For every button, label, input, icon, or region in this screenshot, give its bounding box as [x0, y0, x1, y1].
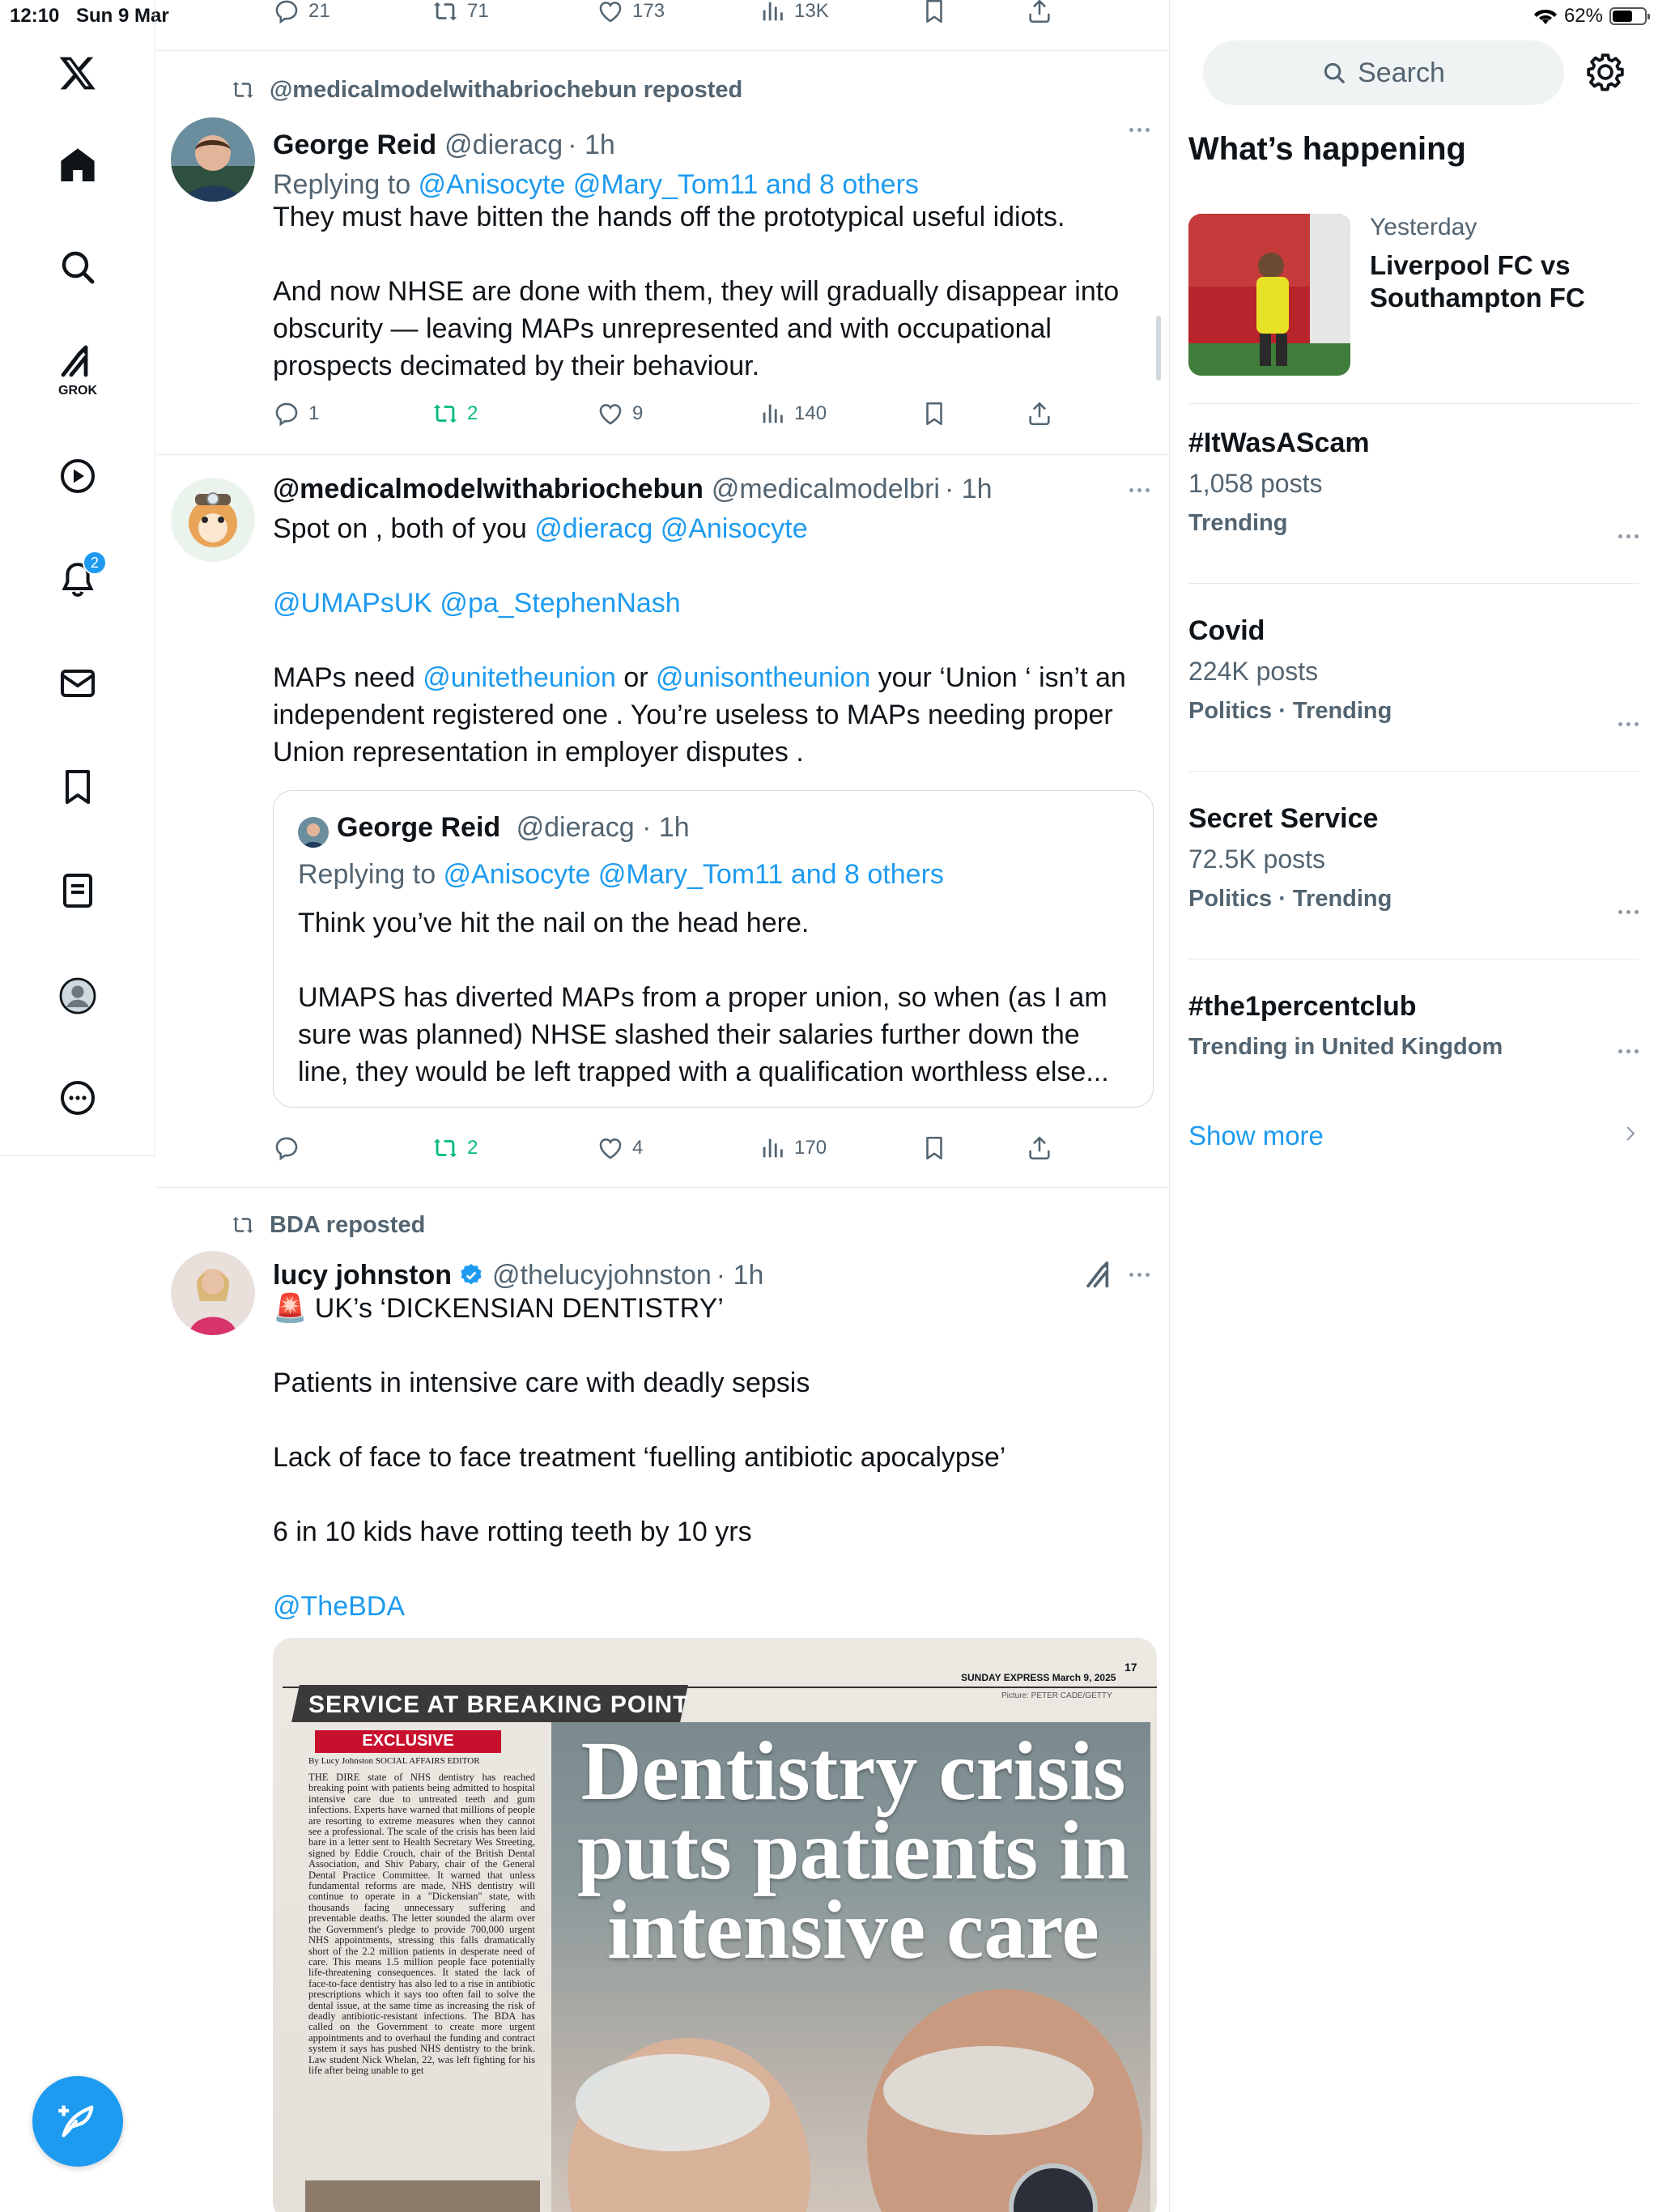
repost-button[interactable]: [432, 398, 478, 430]
reply-count: 21: [308, 0, 330, 22]
like-icon: [597, 1134, 624, 1162]
bookmark-button[interactable]: [920, 398, 948, 430]
like-count: 4: [632, 1137, 644, 1159]
notification-badge: 2: [83, 551, 107, 575]
divider: [1188, 583, 1639, 584]
battery-percent: 62%: [1563, 5, 1603, 27]
views-count: 13K: [794, 0, 829, 22]
quote-handle: @dieracg: [516, 812, 635, 843]
views-icon: [759, 400, 786, 428]
quote-timestamp: · 1h: [642, 812, 690, 843]
repost-indicator: [231, 75, 742, 104]
quote-text: UMAPS has diverted MAPs from a proper union, so when (as I am sure was planned) NHSE slashed their salaries further down the line, they would be left trapped with a qualification worthless else...: [298, 982, 1109, 1087]
like-icon: [597, 0, 624, 25]
trend-category: Trending in United Kingdom: [1188, 1034, 1503, 1060]
search-icon: [1322, 61, 1346, 85]
trend-item[interactable]: [1188, 991, 1639, 1061]
mention-link[interactable]: @TheBDA: [273, 1591, 406, 1622]
tweet-header: [273, 127, 615, 163]
replying-to: Replying to @Anisocyte @Mary_Tom11 and 8 others: [273, 169, 919, 200]
trend-category: Trending: [1188, 510, 1288, 536]
quote-text: Think you’ve hit the nail on the head here.: [298, 908, 810, 938]
reposted-by: @medicalmodelwithabriochebun reposted: [270, 76, 743, 103]
tweet-header: [273, 471, 993, 507]
quote-avatar: [298, 817, 329, 848]
like-count: 9: [632, 402, 644, 424]
byline: By Lucy Johnston SOCIAL AFFAIRS EDITOR: [308, 1756, 480, 1766]
avatar[interactable]: [171, 478, 255, 562]
action-row: [273, 1132, 1163, 1164]
tweet-text: They must have bitten the hands off the prototypical useful idiots.: [273, 202, 1065, 232]
more-options-button[interactable]: [1123, 1262, 1155, 1287]
reposted-by: BDA reposted: [270, 1211, 426, 1238]
bookmark-icon: [920, 1134, 948, 1162]
x-logo-icon[interactable]: [37, 32, 118, 113]
reply-count: 1: [308, 402, 320, 424]
divider: [1188, 403, 1639, 404]
photo-credit: Picture: PETER CADE/GETTY: [1001, 1691, 1112, 1700]
status-date: Sun 9 Mar: [76, 5, 169, 27]
views-icon: [759, 1134, 786, 1162]
quote-replying-to: Replying to @Anisocyte @Mary_Tom11 and 8 others: [298, 859, 944, 890]
avatar[interactable]: [171, 117, 255, 202]
trend-more-button[interactable]: [1618, 910, 1639, 914]
handle[interactable]: @medicalmodelbri: [711, 473, 940, 504]
reply-icon: [273, 1134, 300, 1162]
tweet-text: Patients in intensive care with deadly sepsis: [273, 1368, 810, 1398]
trend-thumbnail[interactable]: [1188, 214, 1350, 376]
tweet-text: MAPs need @unitetheunion or @unisontheunion your ‘Union ‘ isn’t an independent registered one . You’re useless to MAPs needing proper Union representation in employer disputes .: [273, 662, 1134, 768]
reply-button[interactable]: [273, 0, 330, 28]
chevron-right-icon: [1621, 1124, 1640, 1143]
trend-category: Politics · Trending: [1188, 886, 1392, 912]
share-button[interactable]: [1026, 398, 1053, 430]
newspaper-kicker: SERVICE AT BREAKING POINT: [308, 1691, 689, 1718]
trend-tag: #ItWasAScam: [1188, 428, 1370, 458]
share-button[interactable]: [1026, 1132, 1053, 1164]
reply-icon: [273, 400, 300, 428]
display-name[interactable]: George Reid: [273, 129, 437, 160]
share-icon: [1026, 0, 1053, 25]
more-icon[interactable]: [37, 1057, 118, 1138]
search-placeholder: Search: [1358, 57, 1445, 88]
repost-count: 2: [467, 1137, 478, 1159]
trend-meta: Yesterday: [1370, 214, 1477, 240]
quote-tweet-card[interactable]: [273, 790, 1154, 1108]
bookmark-icon: [920, 400, 948, 428]
views-button[interactable]: [759, 398, 827, 430]
trend-more-button[interactable]: [1618, 722, 1639, 726]
display-name[interactable]: @medicalmodelwithabriochebun: [273, 473, 704, 504]
repost-icon: [231, 78, 255, 102]
display-name[interactable]: lucy johnston: [273, 1259, 452, 1291]
grok-label: GROK: [58, 384, 97, 398]
search-input[interactable]: [1203, 40, 1564, 105]
like-button[interactable]: [597, 1132, 643, 1164]
tweet-text: Lack of face to face treatment ‘fuelling antibiotic apocalypse’: [273, 1442, 1006, 1473]
bell-icon[interactable]: [37, 539, 118, 620]
newspaper-page-number: 17: [1124, 1661, 1137, 1674]
bookmark-icon: [920, 0, 948, 25]
compose-icon: [57, 2100, 99, 2142]
views-icon: [759, 0, 786, 25]
trend-count: 1,058 posts: [1188, 469, 1323, 498]
views-count: 140: [794, 402, 827, 424]
gear-icon[interactable]: [1585, 52, 1626, 92]
search-icon[interactable]: [37, 227, 118, 308]
handle[interactable]: @thelucyjohnston: [492, 1259, 712, 1291]
repost-button[interactable]: [432, 0, 489, 28]
divider: [1188, 771, 1639, 772]
mention-link[interactable]: @UMAPsUK @pa_StephenNash: [273, 588, 681, 619]
tweet[interactable]: [156, 1188, 1170, 2212]
tweet-media-image[interactable]: [273, 1638, 1157, 2212]
timestamp[interactable]: · 1h: [568, 129, 615, 160]
like-button[interactable]: [597, 398, 643, 430]
trend-item[interactable]: [1188, 803, 1639, 912]
article-column: THE DIRE state of NHS dentistry has reached breaking point with patients being admitted to hospital intensive care due to untreated teeth and gum infections. Experts have warned that millions of people are resorting to extreme measures when they cannot see a professional. The scale of the crisis has been laid bare in a letter sent to Health Secretary Wes Streeting, signed by Eddie Crouch, chair of the British Dental Association, and Shiv Pabary, chair of the General Dental Practice Committee. It warned that unless fundamental reforms are made, NHS dentistry will continue to operate in a "Dickensian" state, with thousands facing unnecessary suffering and preventable deaths. The letter sounded the alarm over the Government's pledge to provide 700,000 urgent NHS appointments, stressing this falls dramatically short of the 2.2 million patients in desperate need of care. This means 1.5 million people face potentially life-threatening consequences. It stated the lack of face-to-face dentistry has also led to a rise in antibiotic prescriptions which it says too often fail to solve the dental issue, at the same time as increasing the risk of deadly antibiotic-resistant infections. The BDA has called on the Government to create more urgent appointments and to overhaul the funding and contract system it says has pushed NHS dentistry to the brink. Law student Nick Whelan, 22, was left fighting for his life after being unable to get: [308, 1772, 535, 2076]
bookmark-button[interactable]: [920, 1132, 948, 1164]
tweet-text: Spot on , both of you @dieracg @Anisocyte: [273, 513, 808, 544]
avatar[interactable]: [171, 1251, 255, 1335]
trend-tag: Covid: [1188, 615, 1265, 646]
share-icon: [1026, 400, 1053, 428]
grok-icon[interactable]: [1084, 1259, 1116, 1291]
repost-button[interactable]: [432, 1132, 478, 1164]
more-options-button[interactable]: [1123, 117, 1155, 142]
show-more-link[interactable]: Show more: [1188, 1121, 1324, 1151]
action-row-top: [273, 0, 1163, 28]
trend-category: Politics · Trending: [1188, 698, 1392, 724]
right-sidebar: [1171, 0, 1658, 2212]
verified-badge-icon: [458, 1262, 484, 1288]
tweet-header: [273, 1257, 763, 1293]
bookmark-button[interactable]: [920, 0, 948, 28]
trend-tag: #the1percentclub: [1188, 991, 1417, 1022]
tweet[interactable]: [156, 51, 1170, 454]
article-photo: [305, 2180, 540, 2212]
tweet-text: And now NHSE are done with them, they will gradually disappear into obscurity — leaving MAPs unrepresented and with occupational prospects decimated by their behaviour.: [273, 276, 1127, 381]
handle[interactable]: @dieracg: [444, 129, 563, 160]
siren-emoji: 🚨: [273, 1293, 308, 1324]
tweet[interactable]: [156, 455, 1170, 1187]
whats-happening-title: What’s happening: [1188, 131, 1466, 167]
home-icon[interactable]: [37, 125, 118, 206]
tweet-text: [273, 585, 1147, 622]
trend-headline[interactable]: Liverpool FC vs Southampton FC: [1370, 250, 1585, 313]
trend-more-button[interactable]: [1618, 1049, 1639, 1053]
mention-link[interactable]: @dieracg @Anisocyte: [534, 513, 808, 544]
repost-icon: [432, 400, 459, 428]
grok-icon[interactable]: [37, 329, 118, 410]
mail-icon[interactable]: [37, 643, 118, 724]
more-options-button[interactable]: [1123, 478, 1155, 502]
repost-indicator: [231, 1210, 425, 1240]
left-nav: [0, 0, 155, 1156]
tweet-text: 🚨 UK’s ‘DICKENSIAN DENTISTRY’: [273, 1293, 724, 1324]
mention-link[interactable]: @unisontheunion: [656, 662, 871, 693]
timeline[interactable]: [156, 0, 1170, 2212]
mention-link[interactable]: @unitetheunion: [423, 662, 616, 693]
repost-icon: [432, 1134, 459, 1162]
trend-more-button[interactable]: [1618, 534, 1639, 538]
repost-icon: [432, 0, 459, 25]
status-time: 12:10: [10, 5, 60, 27]
newspaper-masthead: SUNDAY EXPRESS March 9, 2025: [961, 1672, 1116, 1683]
share-button[interactable]: [1026, 0, 1053, 28]
quote-header: [337, 812, 690, 844]
action-row: [273, 398, 1163, 430]
trend-item[interactable]: [1188, 615, 1639, 725]
reply-icon: [273, 0, 300, 25]
tweet-text: 6 in 10 kids have rotting teeth by 10 yrs: [273, 1516, 752, 1547]
repost-icon: [231, 1213, 255, 1237]
trend-count: 224K posts: [1188, 657, 1319, 686]
timestamp[interactable]: · 1h: [944, 473, 993, 504]
repost-count: 2: [467, 402, 478, 424]
video-icon[interactable]: [37, 436, 118, 517]
share-icon: [1026, 1134, 1053, 1162]
replying-to-link[interactable]: @Anisocyte @Mary_Tom11 and 8 others: [418, 169, 919, 200]
trend-item[interactable]: [1188, 428, 1639, 537]
timestamp[interactable]: · 1h: [716, 1259, 764, 1291]
bookmark-icon[interactable]: [37, 747, 118, 827]
views-button[interactable]: [759, 0, 829, 28]
exclusive-label: EXCLUSIVE: [362, 1732, 454, 1750]
reply-button[interactable]: [273, 1132, 308, 1164]
lists-icon[interactable]: [37, 850, 118, 931]
tweet-text: [273, 1588, 1147, 1625]
compose-button[interactable]: [32, 2076, 123, 2167]
newspaper-headline: Dentistry crisis puts patients in intensive care: [577, 1725, 1129, 1976]
repost-count: 71: [467, 0, 489, 22]
views-button[interactable]: [759, 1132, 827, 1164]
trend-count: 72.5K posts: [1188, 844, 1325, 874]
trend-tag: Secret Service: [1188, 803, 1379, 834]
like-count: 173: [632, 0, 665, 22]
like-button[interactable]: [597, 0, 665, 28]
reply-button[interactable]: [273, 398, 319, 430]
views-count: 170: [794, 1137, 827, 1159]
quote-display-name: George Reid: [337, 812, 501, 843]
profile-icon[interactable]: [37, 955, 118, 1036]
like-icon: [597, 400, 624, 428]
